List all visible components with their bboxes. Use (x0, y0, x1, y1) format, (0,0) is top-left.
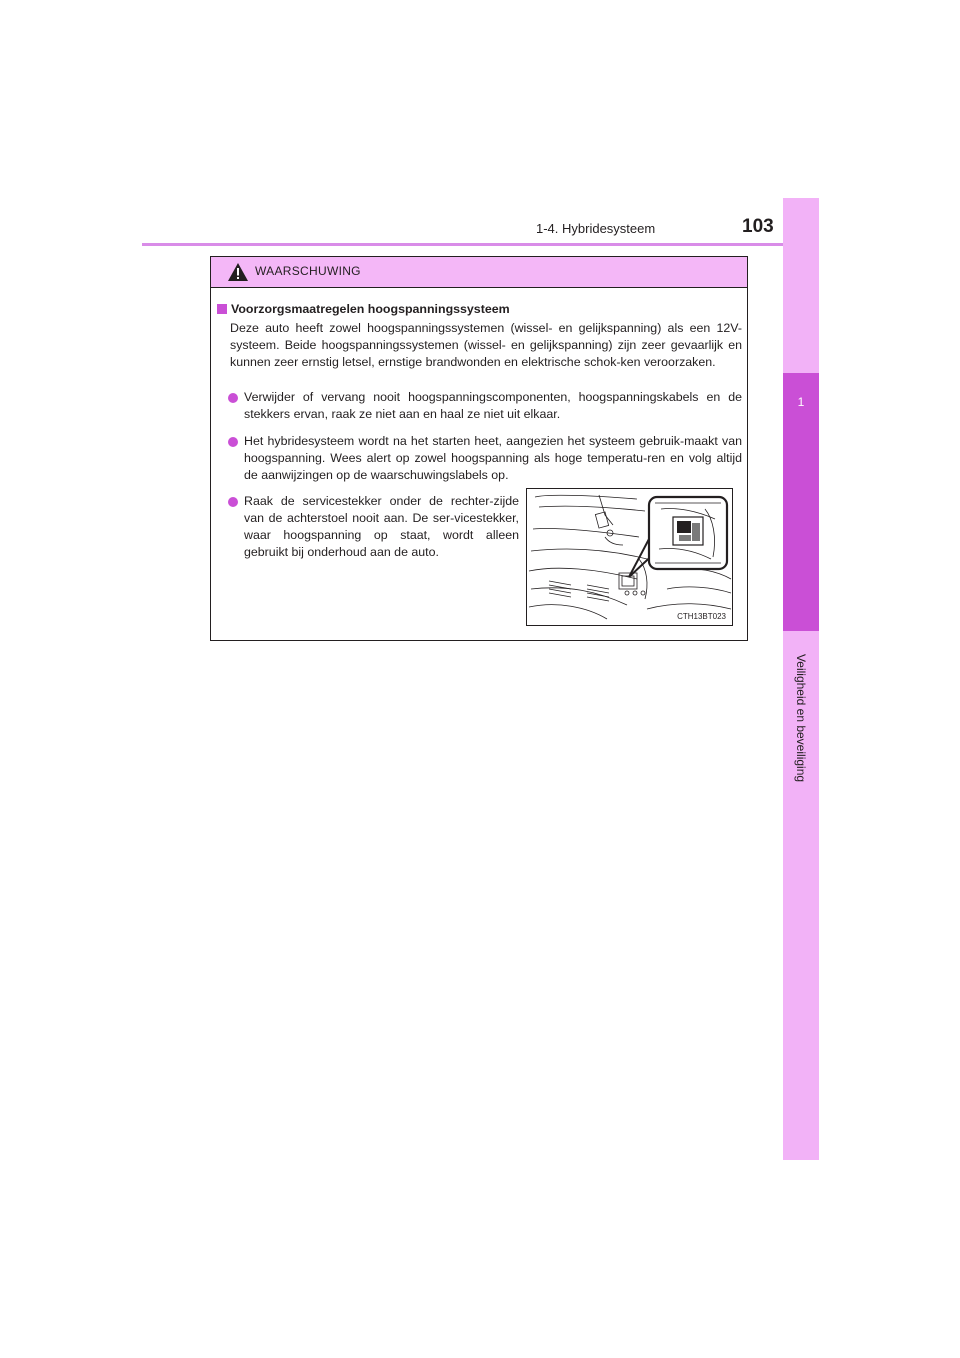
warning-bullet-text: Het hybridesysteem wordt na het starten heet, aangezien het systeem gebruik-maakt van hoogspanning. Wees alert op zowel hoogspanning als hoge temperatu-ren en volg altijd de aanwijzingen op de waarschuwingslabels op. (244, 434, 742, 482)
warning-intro: Deze auto heeft zowel hoogspanningssystemen (wissel- en gelijkspanning) als een 12V-systeem. Beide hoogspanningssystemen (wissel- en gelijkspanning) zijn zeer gevaarlijk en kunnen zeer ernstig letsel, ernstige brandwonden en elektrische schok-ken veroorzaken. (230, 321, 742, 369)
round-bullet-icon (228, 437, 238, 447)
page-number: 103 (742, 216, 774, 237)
warning-heading-text: Voorzorgsmaatregelen hoogspanningssysteem (231, 302, 510, 316)
warning-header (211, 257, 747, 288)
warning-box (210, 256, 748, 641)
warning-bullet (228, 433, 742, 484)
warning-triangle-icon (227, 262, 249, 282)
chapter-marker (783, 373, 819, 631)
square-bullet-icon (217, 304, 227, 314)
chapter-number: 1 (797, 395, 805, 409)
round-bullet-icon (228, 393, 238, 403)
figure-code: CTH13BT023 (677, 612, 726, 621)
warning-bullet-text: Verwijder of vervang nooit hoogspanningscomponenten, hoogspanningskabels en de stekkers ervan, raak ze niet aan en haal ze niet uit elkaar. (244, 390, 742, 421)
warning-label: WAARSCHUWING (255, 264, 361, 278)
warning-bullet-text: Raak de servicestekker onder de rechter-zijde van de achterstoel nooit aan. De ser-vicestekker, waar hoogspanning op staat, wordt alleen gebruikt bij onderhoud aan de auto. (244, 494, 519, 559)
warning-bullet (228, 493, 519, 561)
rear-seat-line-drawing (527, 489, 732, 625)
chapter-title: Veiligheid en beveiliging (794, 653, 808, 783)
service-plug-illustration (526, 488, 733, 626)
warning-bullet (228, 389, 742, 423)
round-bullet-icon (228, 497, 238, 507)
chapter-side-tab (783, 198, 819, 1160)
header-rule (142, 243, 818, 246)
warning-heading (217, 302, 510, 316)
section-title: 1-4. Hybridesysteem (536, 221, 656, 236)
